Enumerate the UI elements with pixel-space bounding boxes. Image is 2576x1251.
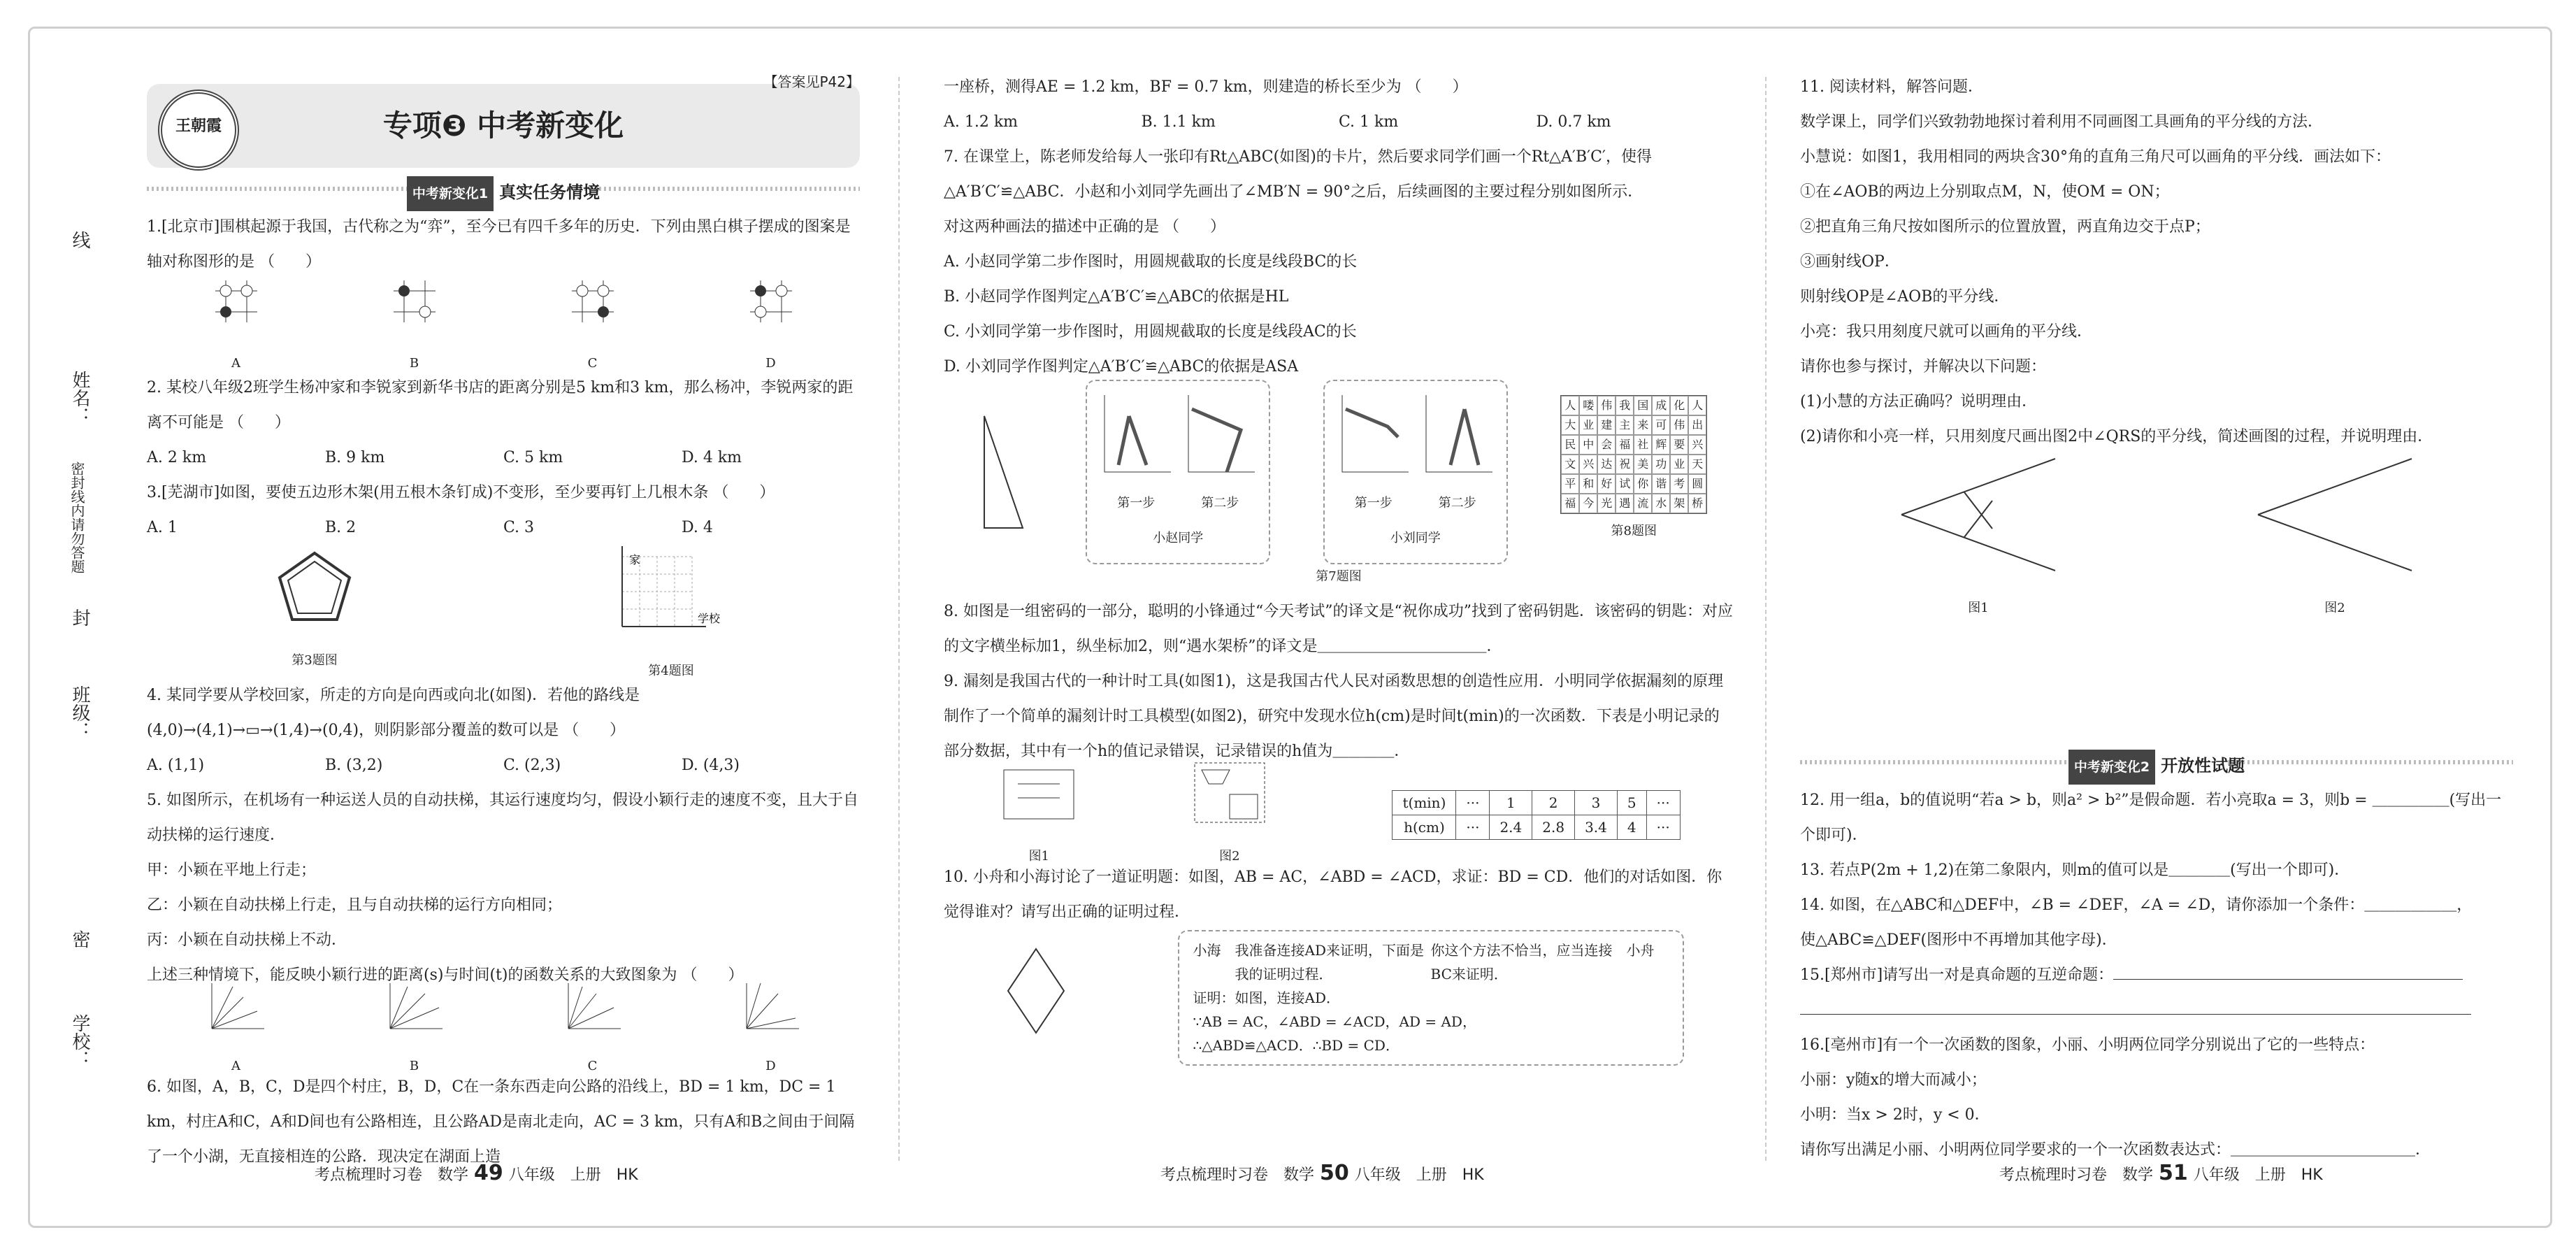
line-graph-icon: [383, 980, 446, 1036]
answer-blank[interactable]: [2113, 979, 2463, 980]
seal-notice: 密封线内请勿答题: [69, 462, 85, 573]
triangle-abc-icon: [970, 402, 1033, 542]
cipher-cell: 大: [1561, 415, 1579, 435]
seal-xian: 线: [69, 231, 90, 249]
question-6-continued: 一座桥，测得AE = 1.2 km，BF = 0.7 km，则建造的桥长至少为 （ ）: [944, 78, 1468, 96]
seal-feng: 封: [69, 608, 90, 627]
page-footer: 考点梳理时习卷 数学 51 八年级 上册 HK: [1999, 1161, 2323, 1185]
page-title: 专项❸ 中考新变化: [382, 108, 624, 143]
question-14: 14. 如图，在△ABC和△DEF中，∠B = ∠DEF，∠A = ∠D，请你添加一个条件：＿＿＿＿＿＿，: [1800, 896, 2473, 914]
column-2: [944, 70, 1734, 1195]
q10-dialogue: [944, 930, 1734, 1066]
cipher-cell: 圆: [1688, 474, 1706, 494]
question-13: 13. 若点P(2m + 1,2)在第二象限内，则m的值可以是＿＿＿＿(写出一个即可)．: [1800, 862, 2350, 879]
zhao-steps: 第一步 第二步 小赵同学: [1086, 380, 1270, 564]
q11-figures: 图1 图2: [1800, 455, 2513, 622]
question-12: 12. 用一组a，b的值说明“若a > b，则a² > b²”是假命题．若小亮取a = 3，则b = ＿＿＿＿＿(写出一个即可)．: [1800, 792, 2502, 844]
cipher-cell: 试: [1616, 474, 1634, 494]
binding-margin: [67, 231, 109, 1070]
question-5: 5. 如图所示，在机场有一种运送人员的自动扶梯，其运行速度均匀，假设小颖行走的速度不变，且大于自动扶梯的运行速度．: [147, 792, 858, 844]
svg-text:家: 家: [629, 552, 641, 566]
question-4: 4. 某同学要从学校回家，所走的方向是向西或向北(如图)．若他的路线是(4,0)→(4,1)→▭→(1,4)→(0,4)，则阴影部分覆盖的数可以是 （ ）: [147, 687, 640, 739]
section-banner: [147, 73, 860, 168]
cipher-cell: 人: [1561, 396, 1579, 415]
cipher-cell: 天: [1688, 455, 1706, 474]
cipher-cell: 要: [1670, 435, 1688, 455]
q7-option-d: D. 小刘同学作图判定△A′B′C′≌△ABC的依据是ASA: [944, 358, 1299, 376]
angle-bisector-icon: [1887, 452, 2069, 578]
school-label: 学校：: [69, 1014, 90, 1068]
page-number: 49: [474, 1161, 503, 1185]
cipher-cell: 伟: [1670, 415, 1688, 435]
go-option-d: D: [740, 270, 803, 381]
graph-option-d: D: [740, 980, 803, 1084]
question-6: 6. 如图，A，B，C，D是四个村庄，B，D，C在一条东西走向公路的沿线上，BD = 1 km，DC = 1 km，村庄A和C，A和D间也有公路相连，且公路AD是南北走向，AC = 3 km，只有A和B之间由于间隔了一个小湖，无直接相连的公路．现决定在湖面上造: [147, 1078, 855, 1166]
q7-option-c: C. 小刘同学第一步作图时，用圆规截取的长度是线段AC的长: [944, 323, 1357, 341]
page-footer: 考点梳理时习卷 数学 50 八年级 上册 HK: [1160, 1161, 1484, 1185]
q9-figures: 图1 图2 t(min) ··· 1 2 3 5 ··· h(cm) ··· 2.4 2.8 3.4 4 ···: [944, 769, 1734, 860]
column-3: 11. 阅读材料，解答问题． 数学课上，同学们兴致勃勃地探讨着利用不同画图工具画角的平分线的方法． 小慧说：如图1，我用相同的两块含30°角的直角三角尺可以画角的平分线．画法如下： ①在∠AOB的两边上分别取点M，N，使OM = ON； ②把直角三角尺按如图所示的位置放置，两直角边交于点P； ③画射线OP． 则射线OP是∠AOB的平分线． 小亮：我只用刻度尺就可以画角的平分线． 请你也参与探讨，并解决以下问题： (1)小慧的方法正确吗？说明理由． (2)请你和小亮一样，只用刻度尺画出图2中∠QRS的平分线，简述画图的过程，并说明理由． 图1 图2 中考新变化2 开放性试题 12. 用一组a，b的值说明“若a > b，则a² > b²”是假命题．若小亮取a = 3，则b = ＿＿＿＿＿(写出一个即可)． 13. 若点P(2m + 1,2)在第二象限内，则m的值可以是＿＿＿＿(写出一个即可)． 14. 如图，在△ABC和△DEF中，∠B = ∠DEF，∠A = ∠D，请你添加一个条件：＿＿＿＿＿＿， 使△ABC≌△DEF(图形中不再增加其他字母)． 15.[郑州市]请写出一对是真命题的互逆命题： 16.[亳州市]有一个一次函数的图象，小丽、小明两位同学分别说出了它的一些特点： 小丽：y随x的增大而减小； 小明：当x > 2时，y < 0． 请你写出满足小丽、小明两位同学要求的一个一次函数表达式：＿＿＿＿＿＿＿＿＿＿＿＿．: [1800, 70, 2513, 1195]
cipher-cell: 化: [1670, 396, 1688, 415]
cipher-cell: 祝: [1616, 455, 1634, 474]
answer-reference: 【答案见P42】: [763, 73, 860, 90]
compass-step-icon: [1416, 388, 1499, 486]
cipher-cell: 谐: [1652, 474, 1670, 494]
answer-paren: （ ）: [259, 253, 322, 271]
cipher-cell: 中: [1579, 435, 1597, 455]
cipher-grid: 人 喽 伟 我 国 成 化 人 大 业 建 主 来 可 伟 出 民 中 会 福 社 辉 要 兴 文 兴 达 祝 美 功 业 天 平 和 好 试 你 谐 考 圆 福 今 光 遇 流 水 架 桥 第8题图: [1560, 395, 1707, 549]
go-option-a: A: [205, 270, 268, 381]
zhou-speaker: 小舟: [1626, 942, 1655, 959]
data-table: [1392, 790, 1680, 840]
section-heading-2: 中考新变化2 开放性试题: [1800, 748, 2513, 776]
water-clock-model-icon: [1188, 756, 1272, 826]
name-label: 姓名：: [69, 371, 90, 425]
line-graph-icon: [740, 980, 803, 1036]
cipher-cell: 出: [1688, 415, 1706, 435]
figure-3: 第3题图: [273, 546, 357, 678]
pentagon-frame-icon: [273, 546, 357, 630]
seal-mi: 密: [69, 930, 90, 948]
logo: 王朝霞: [158, 90, 239, 171]
cipher-cell: 好: [1597, 474, 1616, 494]
q7-ask: 对这两种画法的描述中正确的是 （ ）: [944, 218, 1226, 236]
cipher-cell: 兴: [1579, 455, 1597, 474]
cipher-cell: 会: [1597, 435, 1616, 455]
go-pattern-icon: [561, 270, 624, 333]
cipher-cell: 美: [1634, 455, 1652, 474]
cipher-cell: 主: [1616, 415, 1634, 435]
cipher-cell: 流: [1634, 494, 1652, 513]
table-row: t(min) ··· 1 2 3 5 ···: [1393, 790, 1680, 815]
q7-option-a: A. 小赵同学第二步作图时，用圆规截取的长度是线段BC的长: [944, 253, 1358, 271]
kite-figure-icon: [994, 942, 1078, 1054]
compass-step-icon: [1332, 388, 1416, 486]
question-10: 10. 小舟和小海讨论了一道证明题：如图，AB = AC，∠ABD = ∠ACD，求证：BD = CD．他们的对话如图．你觉得谁对？请写出正确的证明过程．: [944, 868, 1722, 921]
cipher-cell: 功: [1652, 455, 1670, 474]
cipher-cell: 福: [1616, 435, 1634, 455]
cipher-cell: 福: [1561, 494, 1579, 513]
cipher-cell: 业: [1579, 415, 1597, 435]
q5-line-3: 丙：小颖在自动扶梯上不动．: [147, 931, 347, 949]
q5-line-1: 甲：小颖在平地上行走；: [147, 862, 317, 879]
answer-blank[interactable]: [1800, 1014, 2471, 1015]
angle-qrs-icon: [2244, 452, 2426, 578]
q5-line-4: 上述三种情境下，能反映小颖行进的距离(s)与时间(t)的函数关系的大致图象为 （ ）: [147, 966, 744, 984]
cipher-cell: 辉: [1652, 435, 1670, 455]
cipher-cell: 和: [1579, 474, 1597, 494]
cipher-cell: 成: [1652, 396, 1670, 415]
question-6-options: A. 1.2 km B. 1.1 km C. 1 km D. 0.7 km: [944, 113, 1611, 131]
cipher-cell: 文: [1561, 455, 1579, 474]
compass-step-icon: [1094, 388, 1178, 486]
cipher-cell: 建: [1597, 415, 1616, 435]
class-label: 班级：: [69, 685, 90, 740]
figure-4: 家 学校 第4题图: [608, 536, 734, 689]
cipher-cell: 桥: [1688, 494, 1706, 513]
graph-option-b: B: [383, 980, 446, 1084]
hai-speaker: 小海: [1193, 942, 1221, 959]
cipher-cell: 国: [1634, 396, 1652, 415]
question-3-options: A. 1 B. 2 C. 3 D. 4: [147, 519, 713, 536]
cipher-cell: 伟: [1597, 396, 1616, 415]
cipher-cell: 水: [1652, 494, 1670, 513]
go-board-options: [147, 280, 860, 371]
cipher-cell: 架: [1670, 494, 1688, 513]
line-graph-icon: [205, 980, 268, 1036]
cipher-cell: 光: [1597, 494, 1616, 513]
figures-3-4: [147, 545, 860, 678]
cipher-cell: 业: [1670, 455, 1688, 474]
cipher-cell: 达: [1597, 455, 1616, 474]
go-option-b: B: [383, 270, 446, 381]
question-7: 7. 在课堂上，陈老师发给每人一张印有Rt△ABC(如图)的卡片，然后要求同学们画一个Rt△A′B′C′，使得△A′B′C′≌△ABC．小赵和小刘同学先画出了∠MB′N = 90°之后，后续画图的主要过程分别如图所示．: [944, 148, 1652, 201]
section-title: 真实任务情境: [499, 183, 600, 202]
graph-option-c: C: [561, 980, 624, 1084]
question-4-options: A. (1,1) B. (3,2) C. (2,3) D. (4,3): [147, 757, 740, 774]
question-2-options: A. 2 km B. 9 km C. 5 km D. 4 km: [147, 449, 742, 466]
cipher-cell: 社: [1634, 435, 1652, 455]
question-9: 9. 漏刻是我国古代的一种计时工具(如图1)，这是我国古代人民对函数思想的创造性应用．小明同学依据漏刻的原理制作了一个简单的漏刻计时工具模型(如图2)，研究中发现水位h(cm)是时间t(min)的一次函数．下表是小明记录的部分数据，其中有一个h的值记录错误，记录错误的h值为＿＿＿＿．: [944, 673, 1724, 760]
go-pattern-icon: [740, 270, 803, 333]
question-16: 16.[亳州市]有一个一次函数的图象，小丽、小明两位同学分别说出了它的一些特点：: [1800, 1036, 2375, 1054]
page-footer: 考点梳理时习卷 数学 49 八年级 上册 HK: [315, 1161, 638, 1185]
question-1: 1.[北京市]围棋起源于我国，古代称之为“弈”，至今已有四千多年的历史．下列由黑白棋子摆成的图案是轴对称图形的是 （ ）: [147, 218, 851, 271]
cipher-cell: 考: [1670, 474, 1688, 494]
go-option-c: C: [561, 270, 624, 381]
question-15: 15.[郑州市]请写出一对是真命题的互逆命题：: [1800, 958, 2513, 993]
page-number: 50: [1320, 1161, 1349, 1185]
go-pattern-icon: [383, 270, 446, 333]
go-pattern-icon: [205, 270, 268, 333]
graph-option-a: A: [205, 980, 268, 1084]
question-3: 3.[芜湖市]如图，要使五边形木架(用五根木条钉成)不变形，至少要再钉上几根木条 （ ）: [147, 484, 775, 501]
cipher-cell: 可: [1652, 415, 1670, 435]
q5-graph-options: [147, 993, 860, 1073]
column-divider: [898, 77, 900, 1161]
column-1: [147, 70, 860, 1195]
cipher-cell: 今: [1579, 494, 1597, 513]
cipher-cell: 喽: [1579, 396, 1597, 415]
cipher-cell: 兴: [1688, 435, 1706, 455]
page-number: 51: [2159, 1161, 2188, 1185]
compass-step-icon: [1178, 388, 1262, 486]
figures-7-8: [944, 385, 1734, 559]
table-row: h(cm) ··· 2.4 2.8 3.4 4 ···: [1393, 815, 1680, 839]
cipher-cell: 遇: [1616, 494, 1634, 513]
cipher-cell: 你: [1634, 474, 1652, 494]
line-graph-icon: [561, 980, 624, 1036]
cipher-cell: 我: [1616, 396, 1634, 415]
water-clock-icon: [997, 756, 1081, 826]
q5-line-2: 乙：小颖在自动扶梯上行走，且与自动扶梯的运行方向相同；: [147, 896, 563, 914]
q7-option-b: B. 小赵同学作图判定△A′B′C′≌△ABC的依据是HL: [944, 288, 1289, 306]
liu-steps: 第一步 第二步 小刘同学: [1323, 380, 1508, 564]
column-divider: [1765, 77, 1766, 1161]
grid-path-icon: [608, 536, 734, 641]
fig7-caption: 第7题图: [1316, 569, 1362, 584]
cipher-cell: 人: [1688, 396, 1706, 415]
section-heading-1: [147, 175, 860, 203]
cipher-cell: 平: [1561, 474, 1579, 494]
cipher-cell: 民: [1561, 435, 1579, 455]
svg-text:学校: 学校: [698, 611, 721, 625]
cipher-cell: 来: [1634, 415, 1652, 435]
question-8: 8. 如图是一组密码的一部分，聪明的小锋通过“今天考试”的译文是“祝你成功”找到了密码钥匙．该密码的钥匙：对应的文字横坐标加1，纵坐标加2，则“遇水架桥”的译文是＿＿＿＿＿＿＿＿＿＿＿．: [944, 603, 1733, 655]
question-11: 11. 阅读材料，解答问题．: [1800, 78, 1983, 96]
section-tag: 中考新变化1: [407, 176, 494, 211]
question-2: 2. 某校八年级2班学生杨冲家和李锐家到新华书店的距离分别是5 km和3 km，那么杨冲，李锐两家的距离不可能是 （ ）: [147, 379, 854, 431]
dialogue-box: 小海 我准备连接AD来证明，下面是我的证明过程． 你这个方法不恰当，应当连接BC来证明． 小舟 证明：如图，连接AD． ∵AB = AC，∠ABD = ∠ACD，AD = AD， ∴△ABD≌△ACD．∴BD = CD．: [1178, 930, 1684, 1066]
